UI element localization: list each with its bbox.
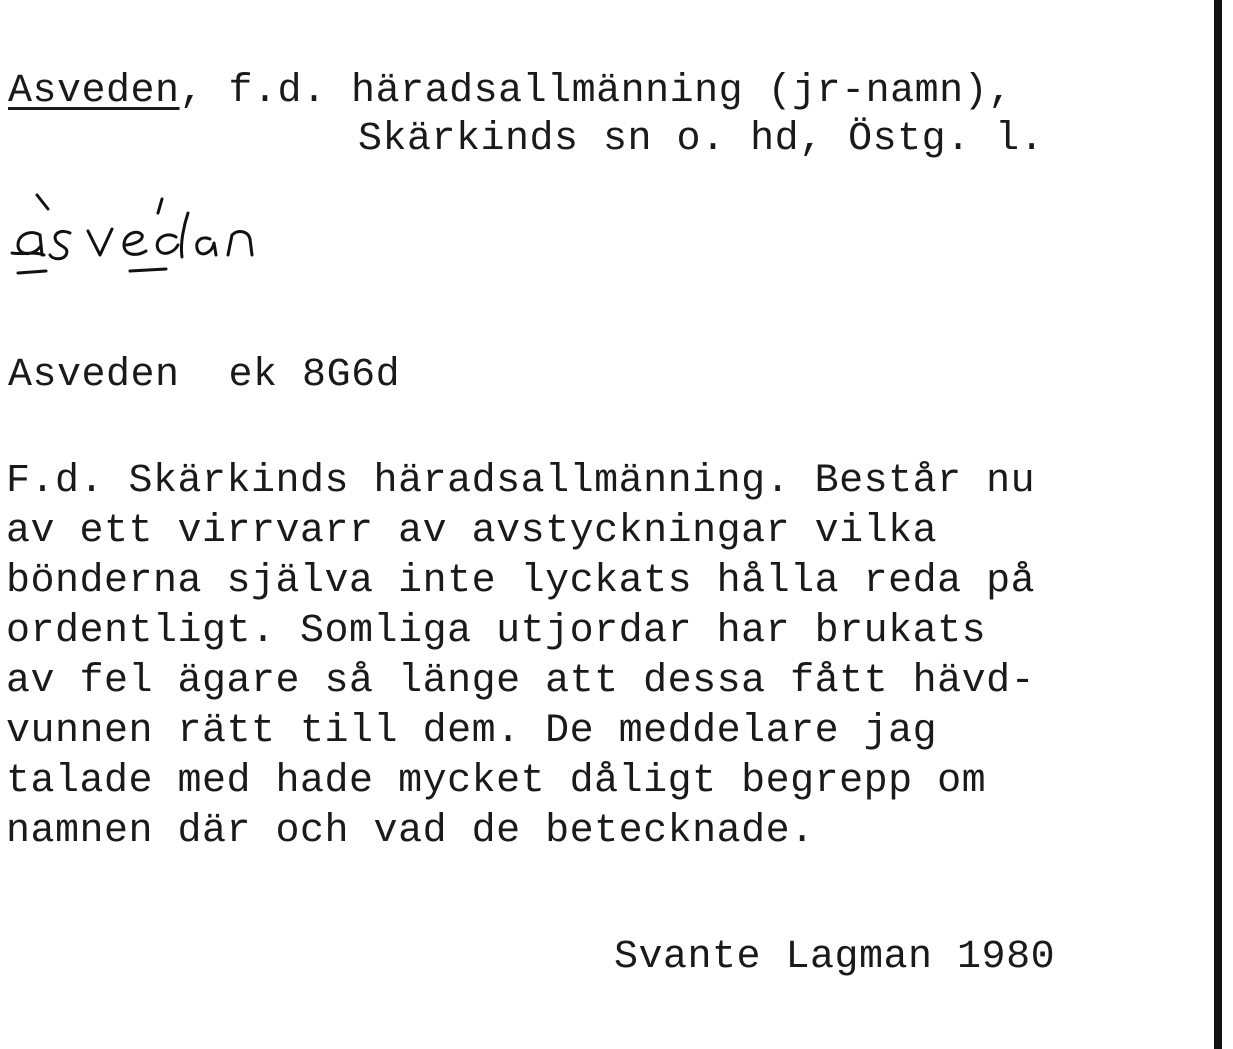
map-ref-line [8,353,401,398]
body-line-3: bönderna själva inte lyckats hålla reda på [6,559,1036,604]
map-ref-name: Asveden [8,353,180,398]
signature: Svante Lagman 1980 [614,935,1056,980]
pronunciation-handwritten [0,185,300,300]
header-line-2: Skärkinds sn o. hd, Östg. l. [358,117,1045,162]
body-line-4: ordentligt. Somliga utjordar har brukats [6,609,987,654]
body-line-2: av ett virrvarr av avstyckningar vilka [6,509,938,554]
body-line-7: talade med hade mycket dåligt begrepp om [6,759,987,804]
header-line-1 [8,69,1013,114]
pronunciation-drawing [0,185,300,295]
body-line-1: F.d. Skärkinds häradsallmänning. Består nu [6,459,1036,504]
card-edge-line [1214,0,1222,1049]
headword: Asveden [8,69,180,114]
body-line-6: vunnen rätt till dem. De meddelare jag [6,709,938,754]
body-line-8: namnen där och vad de betecknade. [6,809,815,854]
header-line-1-rest: , f.d. häradsallmänning (jr-namn), [179,69,1013,114]
body-line-5: av fel ägare så länge att dessa fått hävd- [6,659,1036,704]
map-ref-code: ek 8G6d [228,353,401,398]
